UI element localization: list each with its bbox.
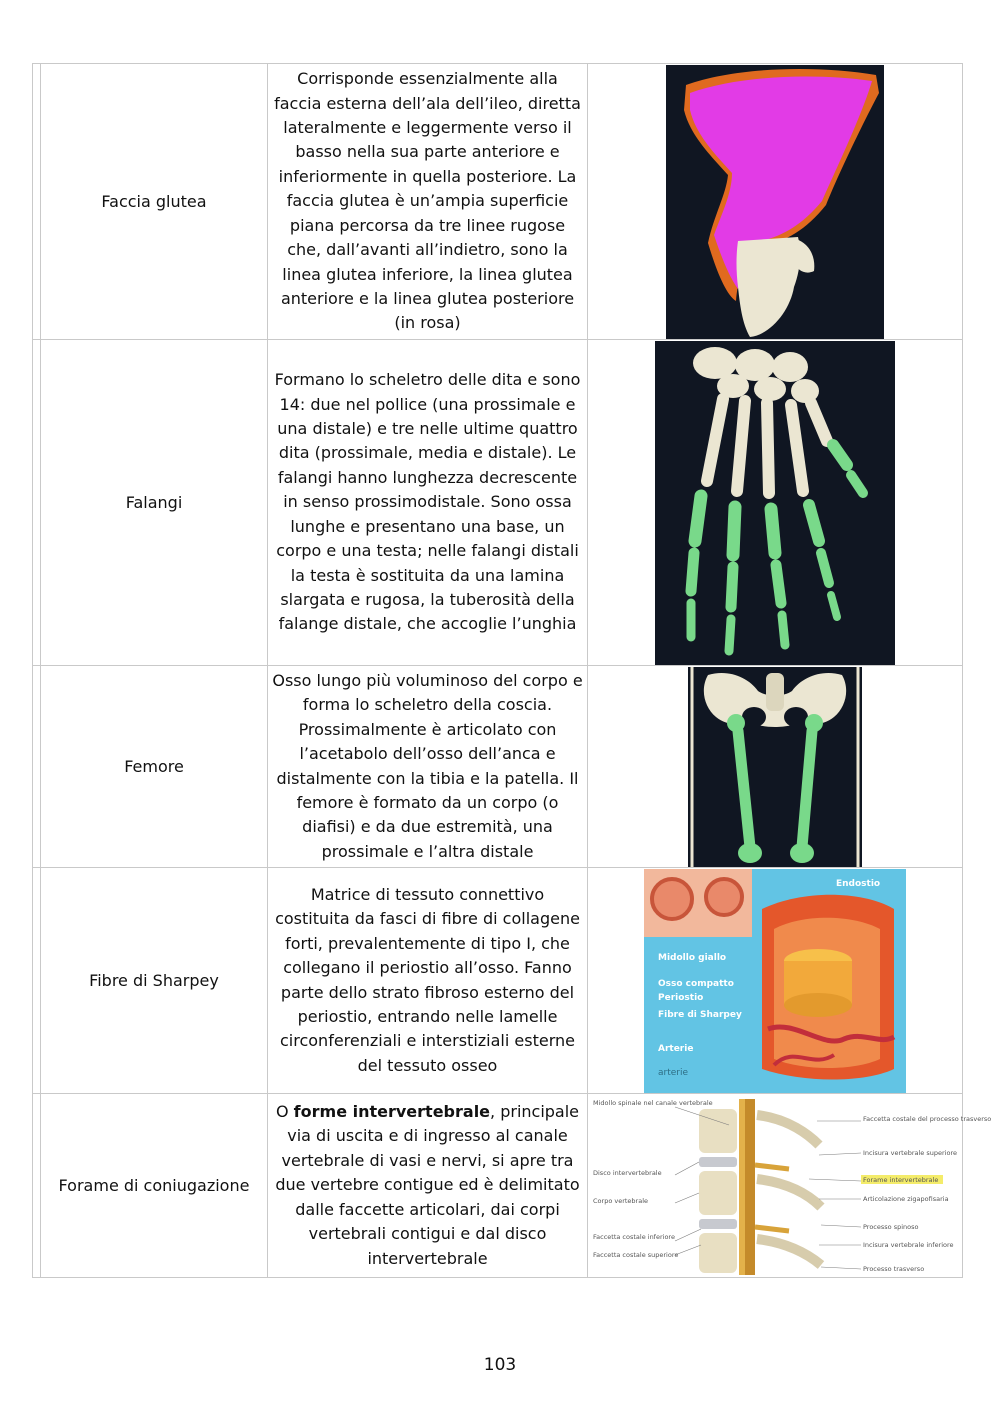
label-midollo-spinale: Midollo spinale nel canale vertebrale <box>593 1098 713 1107</box>
label-faccetta-costale-superiore: Faccetta costale superiore <box>593 1250 679 1259</box>
label-corpo-vertebrale: Corpo vertebrale <box>593 1196 649 1205</box>
table-row <box>33 64 963 340</box>
label-processo-spinoso: Processo spinoso <box>863 1222 919 1231</box>
label-midollo-giallo: Midollo giallo <box>658 952 727 963</box>
illustration-cell <box>588 340 963 666</box>
hip-bone-illustration <box>666 65 884 339</box>
row-margin <box>33 666 41 868</box>
label-disco-intervertebrale: Disco intervertebrale <box>593 1168 662 1177</box>
label-faccetta-costale-inferiore: Faccetta costale inferiore <box>593 1232 675 1241</box>
description-cell: Matrice di tessuto connettivo costituita da fasci di fibre di collagene forti, prevalentemente di tipo I, che collegano il periostio all’osso. Fanno parte dello strato fibroso esterno del periostio, entrando nelle lamelle circonferenziali e interstiziali esterne del tessuto osseo <box>268 868 588 1094</box>
description-cell: Corrisponde essenzialmente alla faccia esterna dell’ala dell’ileo, diretta lateralmente e leggermente verso il basso nella sua parte anteriore e inferiormente in quella posteriore. La faccia glutea è un’ampia superficie piana percorsa da tre linee rugose che, dall’avanti all’indietro, sono la linea glutea inferiore, la linea glutea anteriore e la linea glutea posteriore (in rosa) <box>268 64 588 340</box>
hand-phalanges-illustration <box>655 341 895 665</box>
label-processo-trasverso: Processo trasverso <box>863 1264 925 1273</box>
description-cell <box>268 1094 588 1278</box>
term-cell: Femore <box>41 666 268 868</box>
table-row <box>33 666 963 868</box>
description-prefix: O <box>275 1102 294 1122</box>
term-cell: Faccia glutea <box>41 64 268 340</box>
label-arterie-small: arterie <box>658 1067 689 1078</box>
bone-section-illustration <box>644 869 906 1093</box>
description-rest: , principale via di uscita e di ingresso al canale vertebrale di vasi e nervi, si apre tra due vertebre contigue ed è delimitato dalle faccette articolari, dai corpi vertebrali contigui e dal disco intervertebrale <box>275 1102 580 1268</box>
term-cell: Falangi <box>41 340 268 666</box>
row-margin <box>33 1094 41 1278</box>
description-cell: Osso lungo più voluminoso del corpo e forma lo scheletro della coscia. Prossimalmente è articolato con l’acetabolo dell’osso dell’anca e distalmente con la tibia e la patella. Il femore è formato da un corpo (o diafisi) e da due estremità, una prossimale e l’altra distale <box>268 666 588 868</box>
page-number: 103 <box>483 1355 517 1375</box>
vertebral-column-illustration <box>589 1095 992 1277</box>
label-fibre-sharpey: Fibre di Sharpey <box>658 1009 742 1020</box>
label-forame-intervertebrale: Forame intervertebrale <box>863 1175 939 1184</box>
label-endostio: Endostio <box>836 878 881 889</box>
label-articolazione-zigapofisaria: Articolazione zigapofisaria <box>863 1194 949 1203</box>
femur-illustration <box>688 667 862 867</box>
label-osso-compatto: Osso compatto <box>658 978 734 989</box>
illustration-cell <box>588 64 963 340</box>
illustration-cell <box>588 868 963 1094</box>
description-bold-term: forme intervertebrale <box>293 1102 491 1122</box>
glossary-table <box>32 63 992 1278</box>
row-margin <box>33 340 41 666</box>
label-incisura-inferiore: Incisura vertebrale inferiore <box>863 1240 954 1249</box>
row-margin <box>33 64 41 340</box>
description-cell: Formano lo scheletro delle dita e sono 14: due nel pollice (una prossimale e una distale) e tre nelle ultime quattro dita (prossimale, media e distale). Le falangi hanno lunghezza decrescente in senso prossimodistale. Sono ossa lunghe e presentano una base, un corpo e una testa; nelle falangi distali la testa è sostituita da una lamina slargata e rugosa, la tuberosità della falange distale, che accoglie l’unghia <box>268 340 588 666</box>
table-row <box>33 1094 963 1278</box>
term-cell: Forame di coniugazione <box>41 1094 268 1278</box>
illustration-cell <box>588 1094 992 1278</box>
label-incisura-superiore: Incisura vertebrale superiore <box>863 1148 957 1157</box>
row-margin <box>33 868 41 1094</box>
term-cell: Fibre di Sharpey <box>41 868 268 1094</box>
table-row <box>33 340 963 666</box>
label-periostio: Periostio <box>658 992 704 1003</box>
illustration-cell <box>588 666 963 868</box>
label-faccetta-processo-trasverso: Faccetta costale del processo trasverso <box>863 1114 992 1123</box>
label-arterie: Arterie <box>658 1043 694 1054</box>
table-row <box>33 868 963 1094</box>
